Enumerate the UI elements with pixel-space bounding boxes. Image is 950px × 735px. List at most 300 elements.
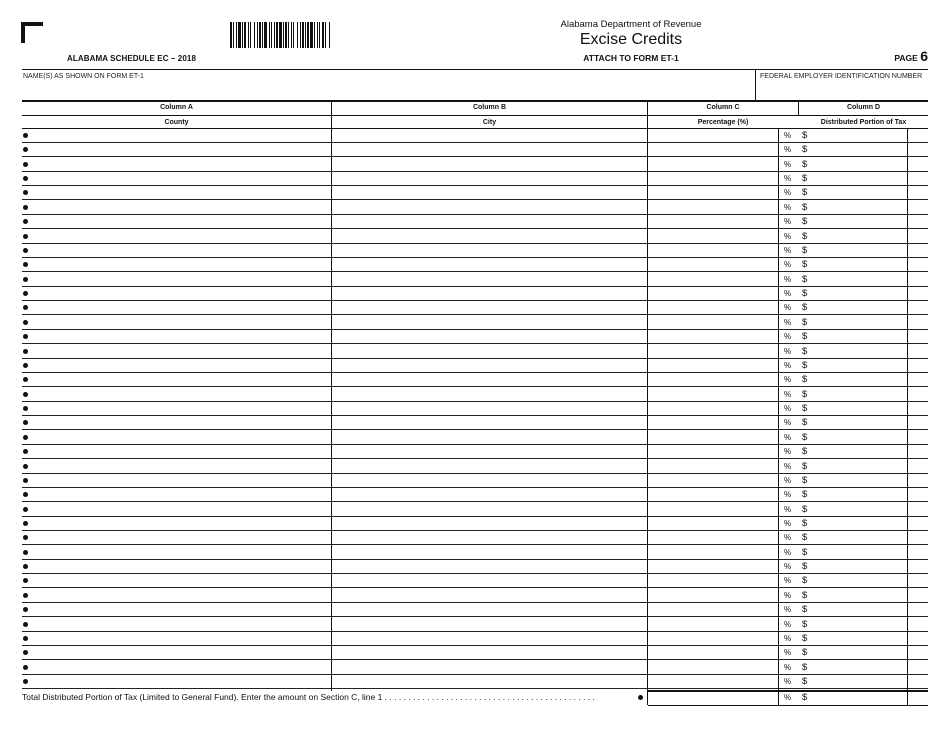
dollar-sign: $ — [802, 618, 808, 630]
table-row — [22, 373, 928, 387]
barcode-bar — [302, 22, 304, 48]
percentage-input[interactable] — [648, 632, 778, 645]
percentage-input[interactable] — [648, 531, 778, 544]
table-row — [22, 301, 928, 315]
distributed-tax-input[interactable] — [810, 460, 907, 473]
dollar-sign: $ — [802, 532, 808, 544]
distributed-tax-cents-input[interactable] — [908, 560, 928, 573]
city-input[interactable] — [332, 675, 647, 688]
distributed-tax-cents-input[interactable] — [908, 531, 928, 544]
county-input[interactable] — [28, 675, 331, 688]
table-row — [22, 158, 928, 172]
city-input[interactable] — [332, 517, 647, 530]
distributed-tax-input[interactable] — [810, 273, 907, 286]
percent-sign: % — [784, 461, 792, 471]
table-row — [22, 416, 928, 430]
percentage-input[interactable] — [648, 603, 778, 616]
table-row — [22, 531, 928, 545]
distributed-tax-cents-input[interactable] — [908, 359, 928, 372]
table-row — [22, 603, 928, 617]
barcode-bar — [307, 22, 309, 48]
distributed-tax-cents-input[interactable] — [908, 632, 928, 645]
city-input[interactable] — [332, 560, 647, 573]
distributed-tax-cents-input[interactable] — [908, 416, 928, 429]
distributed-tax-cents-input[interactable] — [908, 517, 928, 530]
barcode-bar — [310, 22, 313, 48]
county-input[interactable] — [28, 589, 331, 602]
table-row — [22, 589, 928, 603]
city-input[interactable] — [332, 402, 647, 415]
city-input[interactable] — [332, 618, 647, 631]
total-percent-sign: % — [784, 693, 792, 702]
county-input[interactable] — [28, 431, 331, 444]
attach-note: ATTACH TO FORM ET-1 — [583, 53, 679, 63]
distributed-tax-input[interactable] — [810, 373, 907, 386]
distributed-tax-cents-input[interactable] — [908, 330, 928, 343]
city-input[interactable] — [332, 431, 647, 444]
percentage-input[interactable] — [648, 488, 778, 501]
barcode-bar — [300, 22, 301, 48]
dollar-sign: $ — [802, 632, 808, 644]
distributed-tax-cents-input[interactable] — [908, 574, 928, 587]
county-input[interactable] — [28, 474, 331, 487]
percent-sign: % — [784, 188, 792, 198]
city-input[interactable] — [332, 445, 647, 458]
percentage-input[interactable] — [648, 287, 778, 300]
percent-sign: % — [784, 605, 792, 615]
distributed-tax-input[interactable] — [810, 675, 907, 688]
table-row — [22, 560, 928, 574]
county-input[interactable] — [28, 201, 331, 214]
county-input[interactable] — [28, 416, 331, 429]
distributed-tax-input[interactable] — [810, 330, 907, 343]
city-input[interactable] — [332, 301, 647, 314]
agency-name: Alabama Department of Revenue — [560, 19, 702, 30]
barcode-bar — [297, 22, 298, 48]
city-input[interactable] — [332, 258, 647, 271]
percentage-input[interactable] — [648, 517, 778, 530]
city-input[interactable] — [332, 632, 647, 645]
column-c-name: Column C — [706, 104, 740, 111]
county-input[interactable] — [28, 158, 331, 171]
county-input[interactable] — [28, 603, 331, 616]
city-input[interactable] — [332, 215, 647, 228]
names-input[interactable] — [22, 82, 754, 99]
county-input[interactable] — [28, 402, 331, 415]
percentage-input[interactable] — [648, 574, 778, 587]
distributed-tax-input[interactable] — [810, 129, 907, 142]
dollar-sign: $ — [802, 417, 808, 429]
distributed-tax-input[interactable] — [810, 143, 907, 156]
percentage-input[interactable] — [648, 359, 778, 372]
distributed-tax-cents-input[interactable] — [908, 258, 928, 271]
city-input[interactable] — [332, 503, 647, 516]
distributed-tax-input[interactable] — [810, 244, 907, 257]
county-input[interactable] — [28, 258, 331, 271]
table-row — [22, 230, 928, 244]
percentage-input[interactable] — [648, 646, 778, 659]
barcode-bar — [291, 22, 292, 48]
percentage-input[interactable] — [648, 301, 778, 314]
county-input[interactable] — [28, 186, 331, 199]
dollar-sign: $ — [802, 259, 808, 271]
barcode-bar — [317, 22, 318, 48]
distributed-tax-cents-input[interactable] — [908, 445, 928, 458]
table-row — [22, 517, 928, 531]
city-input[interactable] — [332, 345, 647, 358]
city-input[interactable] — [332, 603, 647, 616]
percentage-input[interactable] — [648, 273, 778, 286]
dollar-sign: $ — [802, 546, 808, 558]
city-input[interactable] — [332, 186, 647, 199]
percent-sign: % — [784, 619, 792, 629]
distributed-tax-cents-input[interactable] — [908, 431, 928, 444]
city-input[interactable] — [332, 488, 647, 501]
city-input[interactable] — [332, 546, 647, 559]
percentage-input[interactable] — [648, 675, 778, 688]
dollar-sign: $ — [802, 158, 808, 170]
percent-sign: % — [784, 260, 792, 270]
distributed-tax-input[interactable] — [810, 301, 907, 314]
page-indicator — [894, 48, 928, 64]
city-input[interactable] — [332, 359, 647, 372]
city-input[interactable] — [332, 172, 647, 185]
city-input[interactable] — [332, 273, 647, 286]
percentage-input[interactable] — [648, 546, 778, 559]
percentage-input[interactable] — [648, 215, 778, 228]
table-row — [22, 460, 928, 474]
distributed-tax-input[interactable] — [810, 172, 907, 185]
city-input[interactable] — [332, 201, 647, 214]
dollar-sign: $ — [802, 561, 808, 573]
distributed-tax-input[interactable] — [810, 431, 907, 444]
dollar-sign: $ — [802, 201, 808, 213]
county-input[interactable] — [28, 661, 331, 674]
percent-sign: % — [784, 131, 792, 140]
county-input[interactable] — [28, 359, 331, 372]
city-input[interactable] — [332, 230, 647, 243]
city-input[interactable] — [332, 416, 647, 429]
percentage-input[interactable] — [648, 661, 778, 674]
page-label: PAGE — [894, 53, 918, 63]
dollar-sign: $ — [802, 489, 808, 501]
percentage-input[interactable] — [648, 503, 778, 516]
county-input[interactable] — [28, 172, 331, 185]
distributed-tax-input[interactable] — [810, 186, 907, 199]
barcode-bar — [242, 22, 243, 48]
page-number: 6 — [920, 48, 928, 64]
table-row — [22, 574, 928, 588]
table-row — [22, 316, 928, 330]
distributed-tax-cents-input[interactable] — [908, 301, 928, 314]
distributed-tax-input[interactable] — [810, 445, 907, 458]
city-input[interactable] — [332, 158, 647, 171]
distributed-tax-cents-input[interactable] — [908, 143, 928, 156]
column-c-label: Percentage (%) — [697, 119, 749, 126]
city-input[interactable] — [332, 574, 647, 587]
county-input[interactable] — [28, 488, 331, 501]
distributed-tax-cents-input[interactable] — [908, 646, 928, 659]
distributed-tax-input[interactable] — [810, 402, 907, 415]
distributed-tax-cents-input[interactable] — [908, 373, 928, 386]
table-row — [22, 143, 928, 157]
percentage-input[interactable] — [648, 445, 778, 458]
percentage-input[interactable] — [648, 618, 778, 631]
county-input[interactable] — [28, 503, 331, 516]
table-header-mid-rule — [22, 115, 928, 116]
county-input[interactable] — [28, 460, 331, 473]
dollar-sign: $ — [802, 273, 808, 285]
distributed-tax-cents-input[interactable] — [908, 474, 928, 487]
percentage-input[interactable] — [648, 230, 778, 243]
city-input[interactable] — [332, 330, 647, 343]
distributed-tax-input[interactable] — [810, 316, 907, 329]
distributed-tax-cents-input[interactable] — [908, 129, 928, 142]
city-input[interactable] — [332, 373, 647, 386]
barcode-bar — [236, 22, 237, 48]
distributed-tax-input[interactable] — [810, 589, 907, 602]
county-input[interactable] — [28, 330, 331, 343]
distributed-tax-input[interactable] — [810, 488, 907, 501]
barcode-bar — [254, 22, 255, 48]
total-dollar-sign: $ — [802, 692, 808, 703]
distributed-tax-input[interactable] — [810, 345, 907, 358]
distributed-tax-input[interactable] — [810, 546, 907, 559]
distributed-tax-cents-input[interactable] — [908, 201, 928, 214]
barcode-bar — [314, 22, 315, 48]
city-input[interactable] — [332, 388, 647, 401]
distributed-tax-input[interactable] — [810, 416, 907, 429]
county-input[interactable] — [28, 646, 331, 659]
county-input[interactable] — [28, 244, 331, 257]
distributed-tax-cents-input[interactable] — [908, 402, 928, 415]
distributed-tax-cents-input[interactable] — [908, 345, 928, 358]
percentage-input[interactable] — [648, 186, 778, 199]
distributed-tax-cents-input[interactable] — [908, 186, 928, 199]
city-input[interactable] — [332, 460, 647, 473]
table-row — [22, 330, 928, 344]
distributed-tax-input[interactable] — [810, 258, 907, 271]
percent-sign: % — [784, 332, 792, 342]
county-input[interactable] — [28, 273, 331, 286]
percentage-input[interactable] — [648, 589, 778, 602]
distributed-tax-cents-input[interactable] — [908, 675, 928, 688]
table-row — [22, 186, 928, 200]
percent-sign: % — [784, 389, 792, 399]
dollar-sign: $ — [802, 446, 808, 458]
percentage-input[interactable] — [648, 244, 778, 257]
distributed-tax-input[interactable] — [810, 517, 907, 530]
distributed-tax-input[interactable] — [810, 503, 907, 516]
county-input[interactable] — [28, 517, 331, 530]
city-input[interactable] — [332, 531, 647, 544]
corner-registration-mark — [21, 22, 43, 43]
percent-sign: % — [784, 303, 792, 313]
distributed-tax-cents-input[interactable] — [908, 460, 928, 473]
percent-sign: % — [784, 475, 792, 485]
barcode-bar — [238, 22, 241, 48]
percent-sign: % — [784, 217, 792, 227]
dollar-sign: $ — [802, 431, 808, 443]
percent-sign: % — [784, 375, 792, 385]
fein-label: FEDERAL EMPLOYER IDENTIFICATION NUMBER — [760, 73, 923, 80]
barcode-bar — [257, 22, 258, 48]
county-input[interactable] — [28, 546, 331, 559]
city-input[interactable] — [332, 474, 647, 487]
county-input[interactable] — [28, 129, 331, 142]
table-row — [22, 345, 928, 359]
dollar-sign: $ — [802, 589, 808, 601]
distributed-tax-cents-input[interactable] — [908, 172, 928, 185]
barcode-bar — [233, 22, 234, 48]
city-input[interactable] — [332, 287, 647, 300]
county-input[interactable] — [28, 316, 331, 329]
barcode-bar — [283, 22, 284, 48]
table-row — [22, 201, 928, 215]
dollar-sign: $ — [802, 187, 808, 199]
barcode-bar — [322, 22, 324, 48]
fein-input[interactable] — [757, 82, 928, 99]
table-row — [22, 388, 928, 402]
county-input[interactable] — [28, 230, 331, 243]
distributed-tax-cents-input[interactable] — [908, 546, 928, 559]
percentage-input[interactable] — [648, 402, 778, 415]
percent-sign: % — [784, 648, 792, 658]
distributed-tax-input[interactable] — [810, 215, 907, 228]
distributed-tax-cents-input[interactable] — [908, 273, 928, 286]
dollar-sign: $ — [802, 517, 808, 529]
city-input[interactable] — [332, 244, 647, 257]
percentage-input[interactable] — [648, 416, 778, 429]
county-input[interactable] — [28, 531, 331, 544]
percentage-input[interactable] — [648, 388, 778, 401]
city-input[interactable] — [332, 316, 647, 329]
dollar-sign: $ — [802, 503, 808, 515]
dollar-sign: $ — [802, 345, 808, 357]
distributed-tax-cents-input[interactable] — [908, 488, 928, 501]
county-input[interactable] — [28, 632, 331, 645]
distributed-tax-input[interactable] — [810, 531, 907, 544]
percentage-input[interactable] — [648, 474, 778, 487]
percentage-input[interactable] — [648, 560, 778, 573]
percent-sign: % — [784, 404, 792, 414]
county-input[interactable] — [28, 287, 331, 300]
percentage-input[interactable] — [648, 330, 778, 343]
county-input[interactable] — [28, 560, 331, 573]
distributed-tax-input[interactable] — [810, 618, 907, 631]
percentage-input[interactable] — [648, 201, 778, 214]
table-row — [22, 503, 928, 517]
barcode-bar — [269, 22, 270, 48]
table-row — [22, 287, 928, 301]
percent-sign: % — [784, 418, 792, 428]
names-label: NAME(S) AS SHOWN ON FORM ET-1 — [23, 73, 144, 80]
percentage-input[interactable] — [648, 143, 778, 156]
city-input[interactable] — [332, 143, 647, 156]
distributed-tax-input[interactable] — [810, 359, 907, 372]
city-input[interactable] — [332, 661, 647, 674]
county-input[interactable] — [28, 345, 331, 358]
percentage-input[interactable] — [648, 431, 778, 444]
percentage-input[interactable] — [648, 345, 778, 358]
county-input[interactable] — [28, 301, 331, 314]
dollar-sign: $ — [802, 403, 808, 415]
county-input[interactable] — [28, 445, 331, 458]
distributed-tax-cents-input[interactable] — [908, 244, 928, 257]
county-input[interactable] — [28, 215, 331, 228]
barcode-bar — [285, 22, 287, 48]
distributed-tax-cents-input[interactable] — [908, 589, 928, 602]
distributed-tax-cents-input[interactable] — [908, 215, 928, 228]
distributed-tax-input[interactable] — [810, 661, 907, 674]
dollar-sign: $ — [802, 676, 808, 688]
barcode-bar — [329, 22, 330, 48]
city-input[interactable] — [332, 589, 647, 602]
percentage-input[interactable] — [648, 158, 778, 171]
distributed-tax-input[interactable] — [810, 574, 907, 587]
county-input[interactable] — [28, 618, 331, 631]
distributed-tax-input[interactable] — [810, 603, 907, 616]
county-input[interactable] — [28, 143, 331, 156]
percent-sign: % — [784, 174, 792, 184]
percentage-input[interactable] — [648, 460, 778, 473]
distributed-tax-input[interactable] — [810, 230, 907, 243]
distributed-tax-cents-input[interactable] — [908, 618, 928, 631]
percent-sign: % — [784, 159, 792, 169]
distributed-tax-cents-input[interactable] — [908, 158, 928, 171]
table-row — [22, 445, 928, 459]
distributed-tax-input[interactable] — [810, 474, 907, 487]
distributed-tax-input[interactable] — [810, 388, 907, 401]
distributed-tax-input[interactable] — [810, 201, 907, 214]
distributed-tax-input[interactable] — [810, 646, 907, 659]
percentage-input[interactable] — [648, 258, 778, 271]
barcode-bar — [244, 22, 246, 48]
county-input[interactable] — [28, 388, 331, 401]
distributed-tax-cents-input[interactable] — [908, 503, 928, 516]
distributed-tax-cents-input[interactable] — [908, 316, 928, 329]
form-title: Excise Credits — [579, 31, 683, 48]
distributed-tax-cents-input[interactable] — [908, 287, 928, 300]
table-row — [22, 632, 928, 646]
distributed-tax-cents-input[interactable] — [908, 603, 928, 616]
distributed-tax-cents-input[interactable] — [908, 230, 928, 243]
distributed-tax-input[interactable] — [810, 560, 907, 573]
county-input[interactable] — [28, 373, 331, 386]
percent-sign: % — [784, 346, 792, 356]
percentage-input[interactable] — [648, 129, 778, 142]
distributed-tax-cents-input[interactable] — [908, 661, 928, 674]
percentage-input[interactable] — [648, 316, 778, 329]
dollar-sign: $ — [802, 144, 808, 156]
distributed-tax-input[interactable] — [810, 158, 907, 171]
total-bullet — [638, 695, 643, 700]
city-input[interactable] — [332, 129, 647, 142]
percentage-input[interactable] — [648, 172, 778, 185]
percentage-input[interactable] — [648, 373, 778, 386]
percent-sign: % — [784, 533, 792, 543]
city-input[interactable] — [332, 646, 647, 659]
distributed-tax-cents-input[interactable] — [908, 388, 928, 401]
county-input[interactable] — [28, 574, 331, 587]
dollar-sign: $ — [802, 173, 808, 185]
distributed-tax-input[interactable] — [810, 632, 907, 645]
distributed-tax-input[interactable] — [810, 287, 907, 300]
column-d-name: Column D — [846, 104, 881, 111]
barcode-bar — [305, 22, 306, 48]
percent-sign: % — [784, 590, 792, 600]
dollar-sign: $ — [802, 474, 808, 486]
